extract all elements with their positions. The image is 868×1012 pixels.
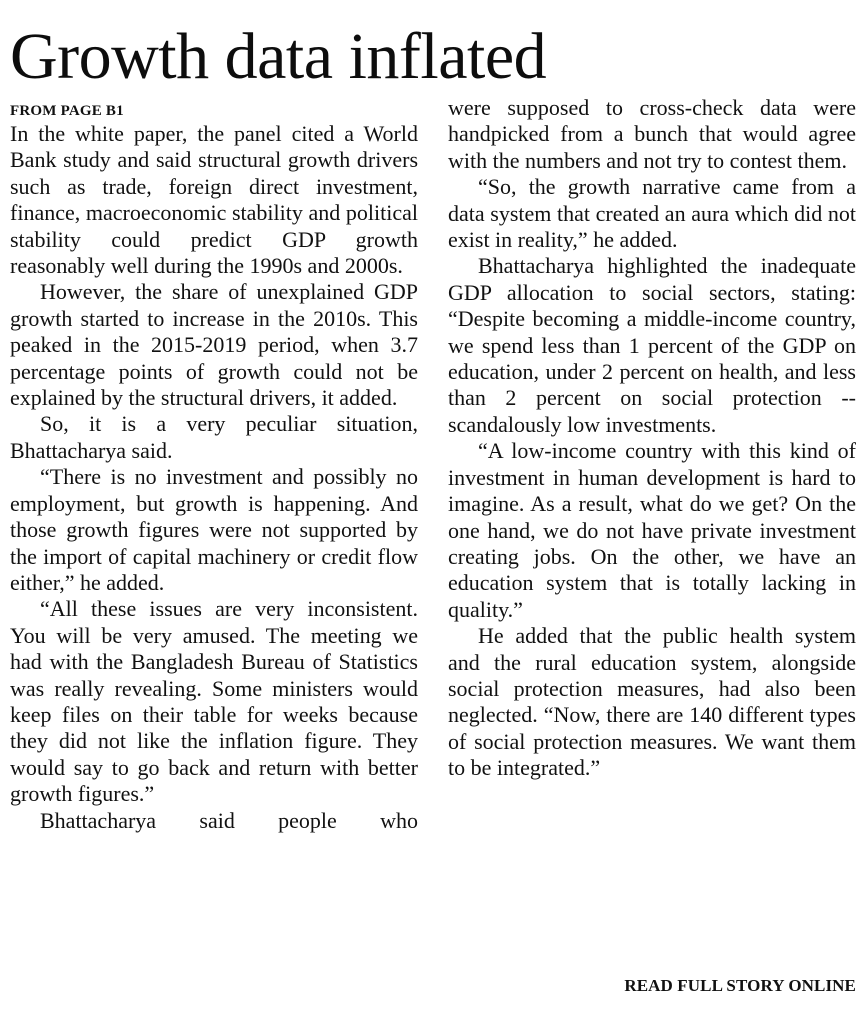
paragraph: were supposed to cross-check data were handpicked from a bunch that would agree with the numbers and not try to contest them. xyxy=(448,95,856,173)
read-full-story-link[interactable]: READ FULL STORY ONLINE xyxy=(624,976,856,995)
paragraph: Bhattacharya said people who xyxy=(40,807,418,833)
paragraph: However, the share of unexplained GDP growth started to increase in the 2010s. This peaked in the 2015-2019 period, when 3.7 percentage points of growth could not be explained by the structural drivers, it added. xyxy=(10,279,418,411)
article-column-right xyxy=(448,95,856,782)
paragraph: In the white paper, the panel cited a World Bank study and said structural growth drivers such as trade, foreign direct investment, finance, macroeconomic stability and political stability could predict GDP growth reasonably well during the 1990s and 2000s. xyxy=(10,121,418,279)
paragraph: “There is no investment and possibly no employment, but growth is happening. And those growth figures were not supported by the import of capital machinery or credit flow either,” he added. xyxy=(10,464,418,595)
article-column-left xyxy=(10,121,418,834)
paragraph: Bhattacharya highlighted the inadequate GDP allocation to social sectors, stating: “Despite becoming a middle-income country, we spend less than 1 percent of the GDP on education, under 2 percent on health, and less than 2 percent on social protection -- scandalously low investments. xyxy=(448,253,856,437)
paragraph: He added that the public health system and the rural education system, alongside social protection measures, had also been neglected. “Now, there are 140 different types of social protection measures. We want them to be integrated.” xyxy=(448,623,856,781)
paragraph: “All these issues are very inconsistent. You will be very amused. The meeting we had with the Bangladesh Bureau of Statistics was really revealing. Some ministers would keep files on their table for weeks because they did not like the inflation figure. They would say to go back and return with better growth figures.” xyxy=(10,596,418,807)
kicker-from-page: FROM PAGE B1 xyxy=(10,103,124,119)
paragraph: “A low-income country with this kind of investment in human development is hard to imagine. As a result, what do we get? On the one hand, we do not have private investment creating jobs. On the other, we have an education system that is totally lacking in quality.” xyxy=(448,438,856,622)
headline: Growth data inflated xyxy=(10,20,547,93)
paragraph: “So, the growth narrative came from a data system that created an aura which did not exist in reality,” he added. xyxy=(448,174,856,253)
paragraph: So, it is a very peculiar situation, Bhattacharya said. xyxy=(10,411,418,463)
